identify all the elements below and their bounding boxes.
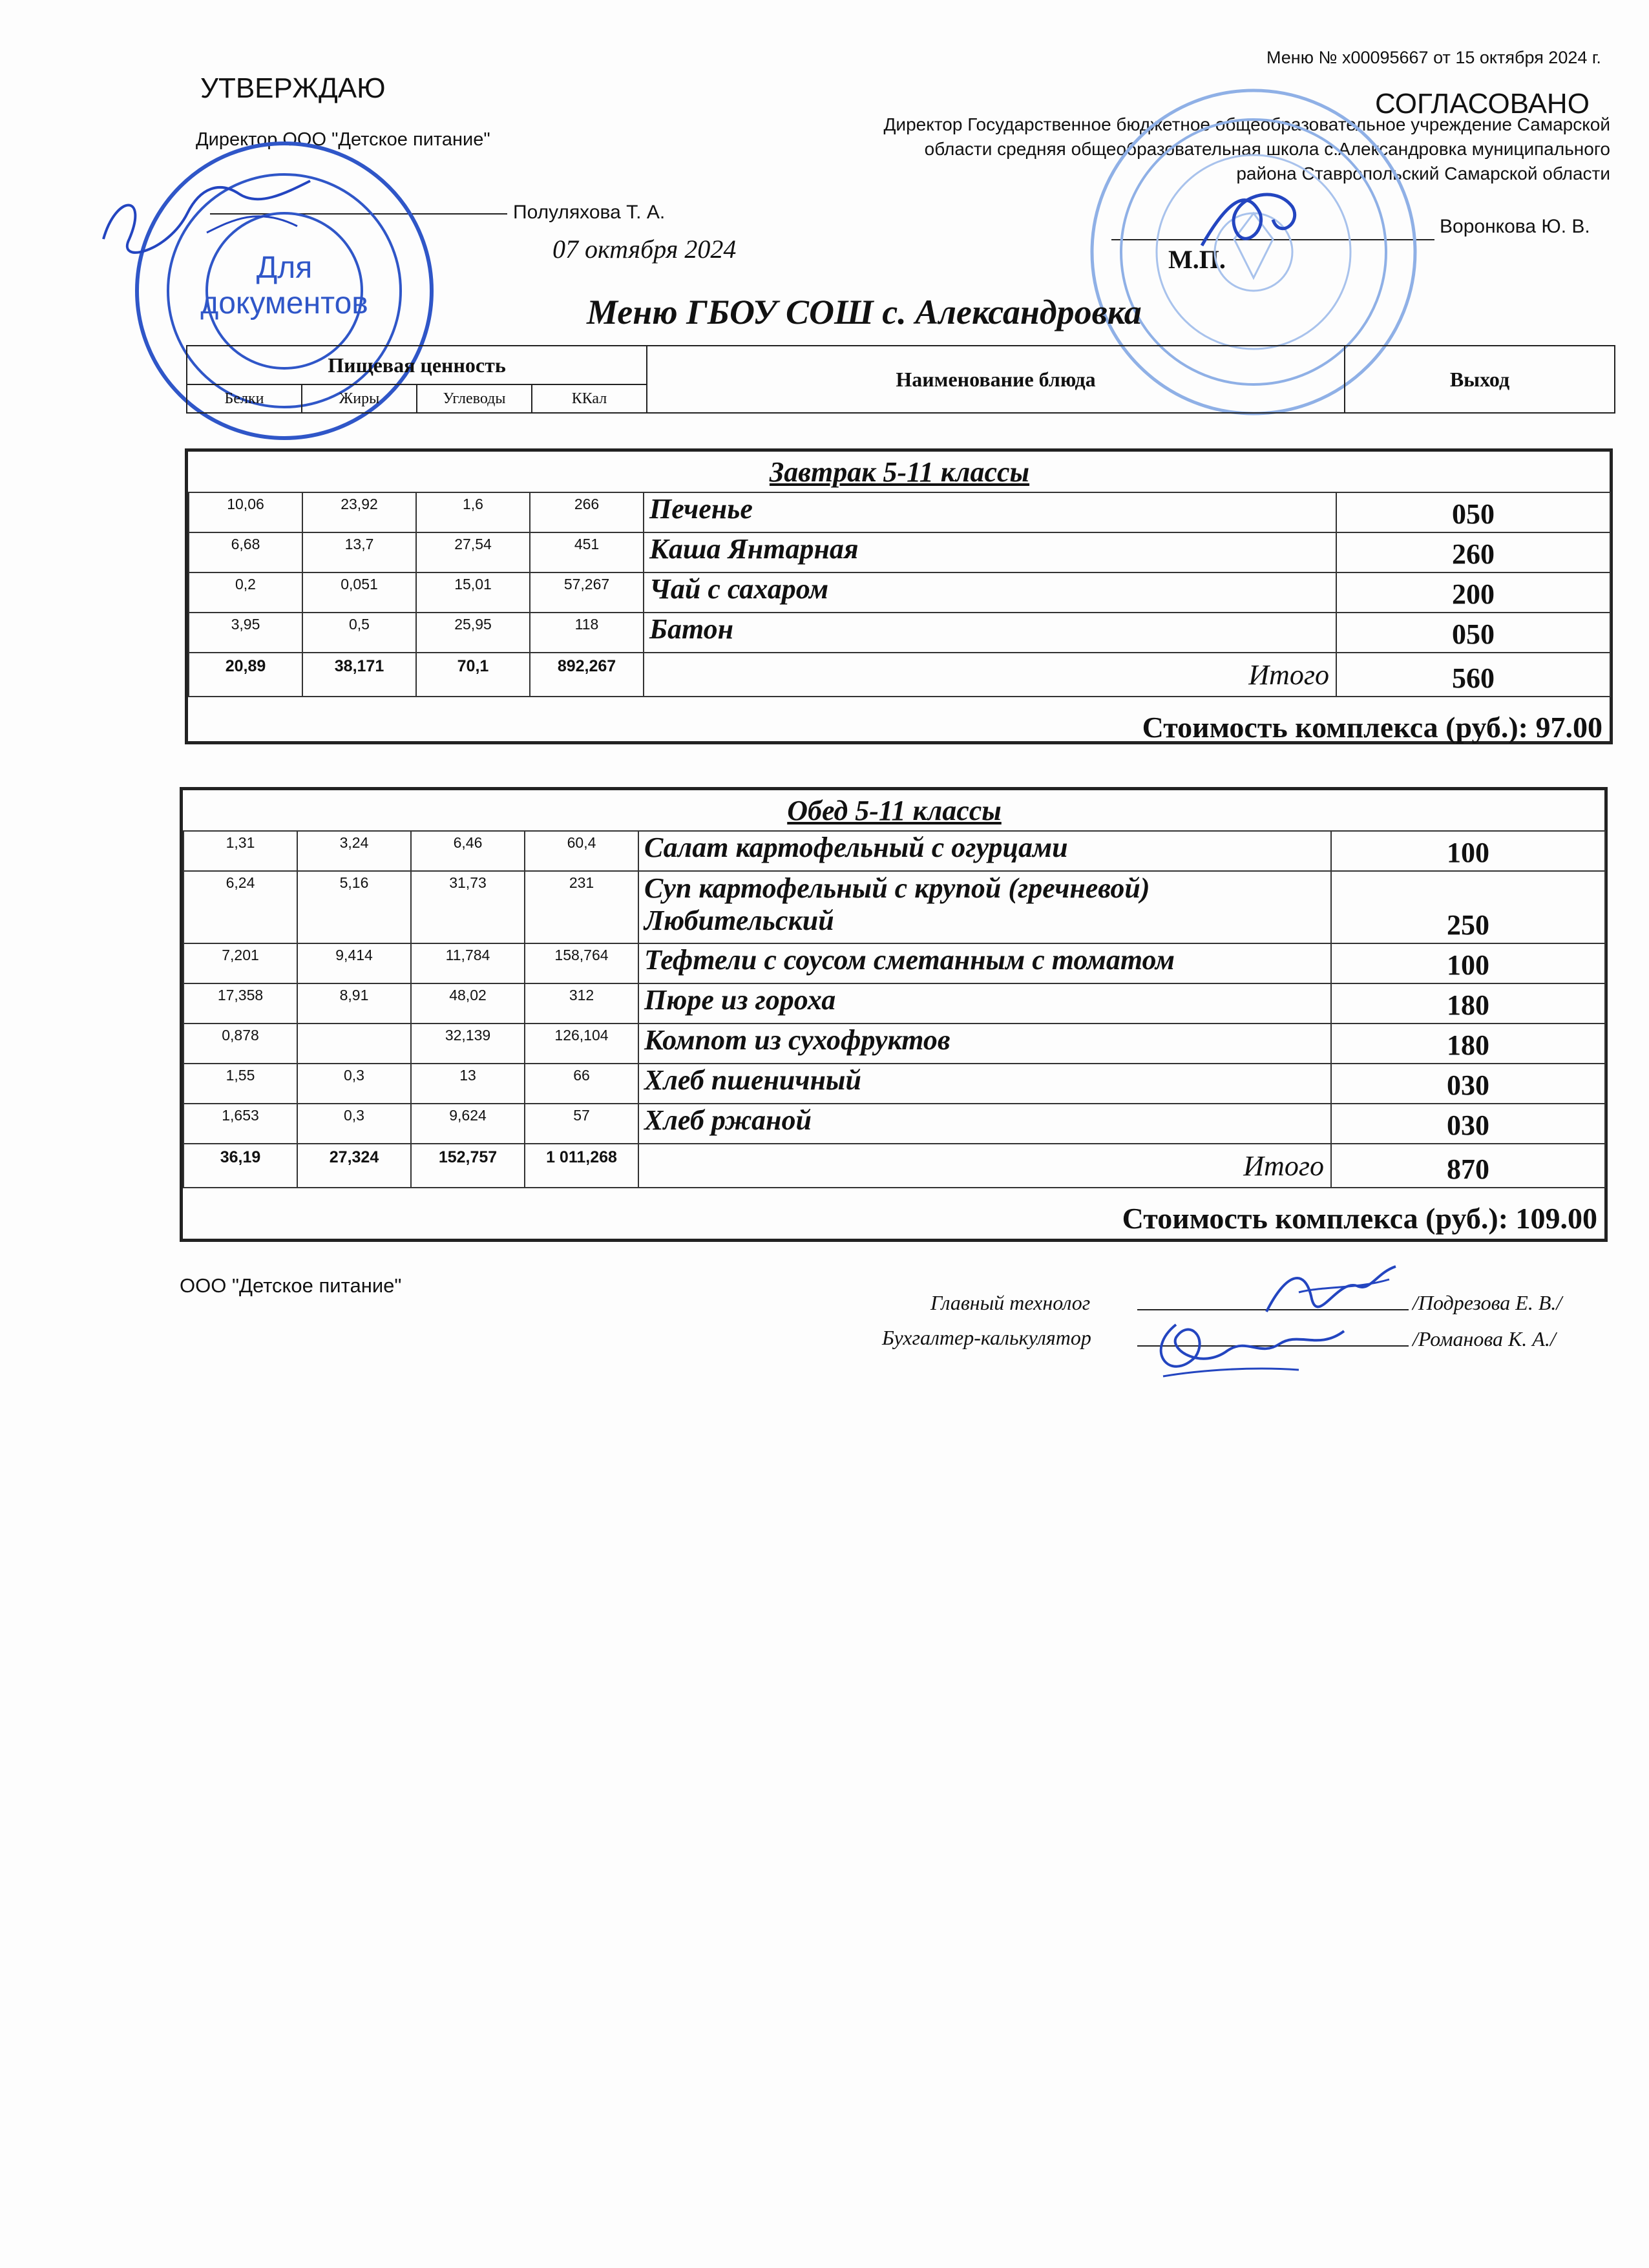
output-cell: 200 [1336,572,1610,613]
protein-cell: 3,95 [189,613,302,653]
carbs-cell: 27,54 [416,532,530,572]
output-cell: 180 [1331,1024,1605,1064]
stamp-text-line2: документов [200,286,368,320]
nutrition-header: Пищевая ценность [187,346,647,384]
protein-cell: 17,358 [184,983,297,1024]
dish-cell: Хлеб пшеничный [638,1064,1331,1104]
carbs-cell: 9,624 [411,1104,525,1144]
output-cell: 250 [1331,871,1605,943]
fat-header: Жиры [302,384,417,413]
dish-line1: Суп картофельный с крупой (гречневой) [644,872,1150,904]
carbs-cell: 48,02 [411,983,525,1024]
carbs-cell: 15,01 [416,572,530,613]
output-cell: 100 [1331,943,1605,983]
output-cell: 030 [1331,1104,1605,1144]
total-carbs-cell: 152,757 [411,1144,525,1188]
carbs-cell: 25,95 [416,613,530,653]
total-output-cell: 870 [1331,1144,1605,1188]
output-cell: 050 [1336,613,1610,653]
kcal-header: ККал [532,384,647,413]
fat-cell: 8,91 [297,983,411,1024]
lunch-title: Обед 5-11 классы [184,790,1605,831]
output-cell: 100 [1331,831,1605,871]
dish-cell: Чай с сахаром [644,572,1336,613]
output-cell: 030 [1331,1064,1605,1104]
total-kcal-cell: 892,267 [530,653,644,697]
kcal-cell: 158,764 [525,943,638,983]
approver-name: Полуляхова Т. А. [513,202,666,223]
agreed-name: Воронкова Ю. В. [1440,216,1590,237]
kcal-cell: 451 [530,532,644,572]
fat-cell [297,1024,411,1064]
dish-cell [638,871,1331,943]
kcal-cell: 231 [525,871,638,943]
table-row [184,1104,1605,1144]
table-row [189,532,1610,572]
total-protein-cell: 20,89 [189,653,302,697]
footer-company: ООО "Детское питание" [180,1274,402,1297]
dish-cell: Каша Янтарная [644,532,1336,572]
approve-date: 07 октября 2024 [552,235,737,264]
total-protein-cell: 36,19 [184,1144,297,1188]
total-fat-cell: 38,171 [302,653,416,697]
kcal-cell: 66 [525,1064,638,1104]
carbs-cell: 6,46 [411,831,525,871]
table-row [184,943,1605,983]
table-row [184,1024,1605,1064]
output-header: Выход [1345,346,1615,413]
protein-cell: 6,24 [184,871,297,943]
total-fat-cell: 27,324 [297,1144,411,1188]
protein-cell: 6,68 [189,532,302,572]
kcal-cell: 57,267 [530,572,644,613]
dish-cell: Хлеб ржаной [638,1104,1331,1144]
total-kcal-cell: 1 011,268 [525,1144,638,1188]
carbs-cell: 11,784 [411,943,525,983]
breakfast-cost: Стоимость комплекса (руб.): 97.00 [1142,711,1602,744]
accountant-name: /Романова К. А./ [1413,1327,1556,1350]
dish-cell: Печенье [644,492,1336,532]
kcal-cell: 312 [525,983,638,1024]
agreed-signature-icon [1189,174,1318,258]
table-row [184,871,1605,943]
fat-cell: 13,7 [302,532,416,572]
fat-cell: 3,24 [297,831,411,871]
output-cell: 050 [1336,492,1610,532]
protein-cell: 10,06 [189,492,302,532]
fat-cell: 23,92 [302,492,416,532]
kcal-cell: 60,4 [525,831,638,871]
agreed-position-line2: области средняя общеобразовательная школа с.Александровка муниципального [924,139,1610,159]
approver-signature-icon [90,155,323,284]
dish-cell: Салат картофельный с огурцами [638,831,1331,871]
protein-cell: 7,201 [184,943,297,983]
agreed-heading: СОГЛАСОВАНО [1375,88,1590,120]
dish-line2: Любительский [644,905,834,936]
fat-cell: 5,16 [297,871,411,943]
output-cell: 260 [1336,532,1610,572]
table-row [184,831,1605,871]
carbs-cell: 13 [411,1064,525,1104]
carbs-cell: 31,73 [411,871,525,943]
protein-cell: 1,31 [184,831,297,871]
kcal-cell: 266 [530,492,644,532]
fat-cell: 0,3 [297,1064,411,1104]
fat-cell: 0,051 [302,572,416,613]
mp-label: М.П. [1168,245,1226,274]
table-row [189,492,1610,532]
carbs-cell: 32,139 [411,1024,525,1064]
kcal-cell: 126,104 [525,1024,638,1064]
accountant-signature-icon [1150,1299,1357,1389]
carbs-cell: 1,6 [416,492,530,532]
column-header-table [186,345,1615,414]
protein-header: Белки [187,384,302,413]
agreed-position-line3: района Ставропольский Самарской области [1236,163,1610,184]
total-label: Итого [644,653,1336,697]
tech-label: Главный технолог [930,1291,1091,1314]
total-output-cell: 560 [1336,653,1610,697]
breakfast-title: Завтрак 5-11 классы [189,452,1610,492]
dish-name-header: Наименование блюда [647,346,1345,413]
menu-number: Меню № х00095667 от 15 октября 2024 г. [1266,48,1601,67]
fat-cell: 9,414 [297,943,411,983]
dish-cell: Тефтели с соусом сметанным с томатом [638,943,1331,983]
table-row [189,572,1610,613]
dish-cell: Батон [644,613,1336,653]
protein-cell: 1,653 [184,1104,297,1144]
protein-cell: 0,878 [184,1024,297,1064]
lunch-cost: Стоимость комплекса (руб.): 109.00 [1122,1202,1598,1235]
kcal-cell: 57 [525,1104,638,1144]
total-row [189,653,1610,697]
table-row [184,1064,1605,1104]
table-row [184,983,1605,1024]
table-row [189,613,1610,653]
dish-cell: Компот из сухофруктов [638,1024,1331,1064]
approve-heading: УТВЕРЖДАЮ [200,72,386,104]
breakfast-section [185,448,1613,744]
protein-cell: 0,2 [189,572,302,613]
accountant-label: Бухгалтер-калькулятор [882,1326,1091,1349]
tech-name: /Подрезова Е. В./ [1413,1291,1562,1314]
total-label: Итого [638,1144,1331,1188]
stamp-text-line1: Для [256,251,313,285]
total-carbs-cell: 70,1 [416,653,530,697]
output-cell: 180 [1331,983,1605,1024]
total-row [184,1144,1605,1188]
protein-cell: 1,55 [184,1064,297,1104]
approver-position: Директор ООО "Детское питание" [196,129,490,150]
kcal-cell: 118 [530,613,644,653]
agreed-position-line1: Директор Государственное бюджетное общеобразовательное учреждение Самарской [883,114,1610,134]
dish-cell: Пюре из гороха [638,983,1331,1024]
menu-title: Меню ГБОУ СОШ с. Александровка [587,293,1142,331]
fat-cell: 0,5 [302,613,416,653]
fat-cell: 0,3 [297,1104,411,1144]
lunch-section [180,787,1608,1242]
carbs-header: Углеводы [417,384,532,413]
